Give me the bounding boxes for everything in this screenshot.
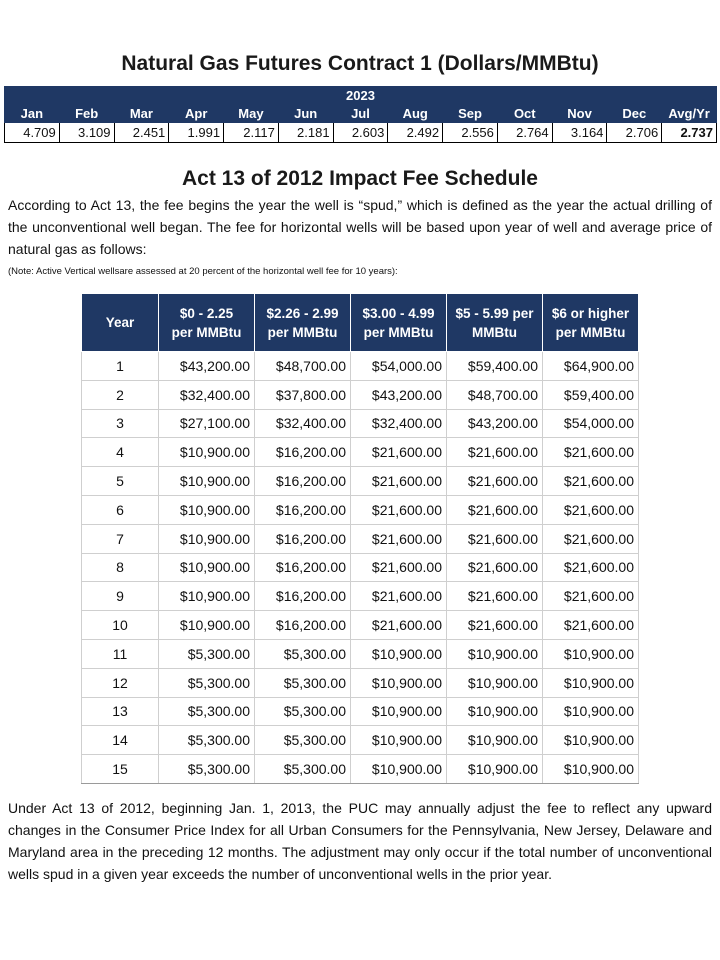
table-row xyxy=(82,668,639,697)
fee-cell: $10,900.00 xyxy=(447,755,543,784)
fee-cell: $16,200.00 xyxy=(255,524,351,553)
table-row xyxy=(82,524,639,553)
fee-cell: $59,400.00 xyxy=(543,380,639,409)
fee-cell: $21,600.00 xyxy=(447,524,543,553)
fee-cell: $43,200.00 xyxy=(159,352,255,381)
fee-cell: $16,200.00 xyxy=(255,495,351,524)
header-price-band: $0 - 2.25 per MMBtu xyxy=(159,294,255,352)
fee-cell: $10,900.00 xyxy=(159,582,255,611)
fee-cell: $5,300.00 xyxy=(159,726,255,755)
year-cell: 9 xyxy=(82,582,159,611)
fee-cell: $21,600.00 xyxy=(351,582,447,611)
fee-cell: $10,900.00 xyxy=(543,755,639,784)
fee-cell: $5,300.00 xyxy=(159,668,255,697)
fee-cell: $10,900.00 xyxy=(159,553,255,582)
year-cell: 14 xyxy=(82,726,159,755)
fee-cell: $64,900.00 xyxy=(543,352,639,381)
header-price-band: $3.00 - 4.99 per MMBtu xyxy=(351,294,447,352)
futures-month-row xyxy=(5,105,717,123)
price-cell: 2.117 xyxy=(224,123,279,143)
year-cell: 13 xyxy=(82,697,159,726)
year-cell: 11 xyxy=(82,639,159,668)
year-cell: 10 xyxy=(82,611,159,640)
fee-cell: $16,200.00 xyxy=(255,582,351,611)
price-cell: 2.181 xyxy=(278,123,333,143)
fee-cell: $5,300.00 xyxy=(255,726,351,755)
table-row xyxy=(82,582,639,611)
fee-cell: $16,200.00 xyxy=(255,467,351,496)
fee-cell: $5,300.00 xyxy=(255,639,351,668)
year-cell: 5 xyxy=(82,467,159,496)
fee-cell: $21,600.00 xyxy=(543,553,639,582)
table-row xyxy=(82,755,639,784)
fee-cell: $21,600.00 xyxy=(447,553,543,582)
fee-cell: $43,200.00 xyxy=(447,409,543,438)
year-cell: 2 xyxy=(82,380,159,409)
month-header: Oct xyxy=(497,105,552,123)
table-row xyxy=(82,467,639,496)
fee-cell: $5,300.00 xyxy=(255,668,351,697)
fee-cell: $21,600.00 xyxy=(543,495,639,524)
price-cell: 1.991 xyxy=(169,123,224,143)
fee-cell: $21,600.00 xyxy=(447,467,543,496)
price-cell: 2.764 xyxy=(497,123,552,143)
fee-cell: $54,000.00 xyxy=(351,352,447,381)
month-header: Apr xyxy=(169,105,224,123)
fee-cell: $32,400.00 xyxy=(255,409,351,438)
fee-cell: $59,400.00 xyxy=(447,352,543,381)
year-cell: 3 xyxy=(82,409,159,438)
fee-cell: $10,900.00 xyxy=(351,755,447,784)
fee-cell: $43,200.00 xyxy=(351,380,447,409)
fee-cell: $5,300.00 xyxy=(159,697,255,726)
fee-cell: $37,800.00 xyxy=(255,380,351,409)
month-header: Jun xyxy=(278,105,333,123)
price-cell: 2.451 xyxy=(114,123,169,143)
month-header: Dec xyxy=(607,105,662,123)
fee-cell: $10,900.00 xyxy=(351,639,447,668)
year-cell: 15 xyxy=(82,755,159,784)
price-cell: 4.709 xyxy=(5,123,60,143)
price-cell: 2.603 xyxy=(333,123,388,143)
fee-cell: $21,600.00 xyxy=(543,582,639,611)
fee-cell: $10,900.00 xyxy=(447,726,543,755)
price-cell: 2.492 xyxy=(388,123,443,143)
fee-cell: $21,600.00 xyxy=(543,467,639,496)
fee-cell: $16,200.00 xyxy=(255,553,351,582)
fee-header-row xyxy=(82,294,639,352)
fee-cell: $48,700.00 xyxy=(255,352,351,381)
fee-table xyxy=(81,293,639,784)
price-cell: 3.164 xyxy=(552,123,607,143)
month-header: Feb xyxy=(59,105,114,123)
fee-cell: $21,600.00 xyxy=(351,524,447,553)
table-row xyxy=(82,639,639,668)
fee-cell: $10,900.00 xyxy=(159,611,255,640)
month-header: Aug xyxy=(388,105,443,123)
header-year: Year xyxy=(82,294,159,352)
fee-cell: $5,300.00 xyxy=(159,639,255,668)
fee-cell: $10,900.00 xyxy=(159,438,255,467)
fee-cell: $10,900.00 xyxy=(543,668,639,697)
avg-header: Avg/Yr xyxy=(662,105,717,123)
month-header: Jan xyxy=(5,105,60,123)
fee-cell: $21,600.00 xyxy=(351,495,447,524)
fee-cell: $21,600.00 xyxy=(351,553,447,582)
year-cell: 1 xyxy=(82,352,159,381)
fee-cell: $10,900.00 xyxy=(351,726,447,755)
table-row xyxy=(82,611,639,640)
fee-cell: $10,900.00 xyxy=(159,524,255,553)
table-row xyxy=(82,352,639,381)
fee-cell: $21,600.00 xyxy=(351,611,447,640)
fee-cell: $10,900.00 xyxy=(447,668,543,697)
fee-cell: $10,900.00 xyxy=(543,639,639,668)
fee-cell: $54,000.00 xyxy=(543,409,639,438)
fee-cell: $10,900.00 xyxy=(543,697,639,726)
price-cell: 3.109 xyxy=(59,123,114,143)
fee-cell: $32,400.00 xyxy=(159,380,255,409)
fee-cell: $10,900.00 xyxy=(351,697,447,726)
futures-title: Natural Gas Futures Contract 1 (Dollars/MMBtu) xyxy=(121,52,599,75)
fee-cell: $5,300.00 xyxy=(159,755,255,784)
table-row xyxy=(82,726,639,755)
futures-value-row xyxy=(5,123,717,143)
fee-cell: $10,900.00 xyxy=(447,697,543,726)
table-row xyxy=(82,409,639,438)
year-cell: 8 xyxy=(82,553,159,582)
month-header: Nov xyxy=(552,105,607,123)
fee-cell: $21,600.00 xyxy=(543,611,639,640)
fee-cell: $16,200.00 xyxy=(255,438,351,467)
fee-cell: $21,600.00 xyxy=(447,611,543,640)
fee-cell: $16,200.00 xyxy=(255,611,351,640)
month-header: Mar xyxy=(114,105,169,123)
price-cell: 2.706 xyxy=(607,123,662,143)
header-price-band: $6 or higher per MMBtu xyxy=(543,294,639,352)
fee-cell: $21,600.00 xyxy=(351,438,447,467)
futures-year: 2023 xyxy=(5,87,717,105)
year-cell: 4 xyxy=(82,438,159,467)
fee-cell: $32,400.00 xyxy=(351,409,447,438)
month-header: Sep xyxy=(443,105,498,123)
vertical-wells-note: (Note: Active Vertical wellsare assessed at 20 percent of the horizontal well fee for 10 years): xyxy=(8,266,398,277)
fee-cell: $21,600.00 xyxy=(447,438,543,467)
fee-schedule-title: Act 13 of 2012 Impact Fee Schedule xyxy=(182,167,538,190)
table-row xyxy=(82,438,639,467)
header-price-band: $2.26 - 2.99 per MMBtu xyxy=(255,294,351,352)
fee-cell: $21,600.00 xyxy=(447,495,543,524)
fee-cell: $21,600.00 xyxy=(447,582,543,611)
header-price-band: $5 - 5.99 per MMBtu xyxy=(447,294,543,352)
avg-price-cell: 2.737 xyxy=(662,123,717,143)
fee-cell: $10,900.00 xyxy=(543,726,639,755)
fee-cell: $21,600.00 xyxy=(543,524,639,553)
month-header: May xyxy=(224,105,279,123)
fee-cell: $10,900.00 xyxy=(447,639,543,668)
fee-cell: $21,600.00 xyxy=(351,467,447,496)
fee-cell: $48,700.00 xyxy=(447,380,543,409)
futures-year-row xyxy=(5,87,717,105)
price-cell: 2.556 xyxy=(443,123,498,143)
year-cell: 7 xyxy=(82,524,159,553)
month-header: Jul xyxy=(333,105,388,123)
fee-cell: $21,600.00 xyxy=(543,438,639,467)
year-cell: 6 xyxy=(82,495,159,524)
fee-cell: $5,300.00 xyxy=(255,697,351,726)
fee-cell: $5,300.00 xyxy=(255,755,351,784)
year-cell: 12 xyxy=(82,668,159,697)
intro-paragraph: According to Act 13, the fee begins the year the well is “spud,” which is defined as the year the actual drilling of the unconventional well began. The fee for horizontal wells will be based upon year of well and average price of natural gas as follows: xyxy=(8,197,712,257)
fee-cell: $10,900.00 xyxy=(159,495,255,524)
table-row xyxy=(82,380,639,409)
fee-cell: $10,900.00 xyxy=(351,668,447,697)
table-row xyxy=(82,553,639,582)
closing-paragraph: Under Act 13 of 2012, beginning Jan. 1, 2013, the PUC may annually adjust the fee to reflect any upward changes in the Consumer Price Index for all Urban Consumers for the Pennsylvania, New Jersey, Delaware and Maryland area in the preceding 12 months. The adjustment may only occur if the total number of unconventional wells spud in a given year exceeds the number of unconventional wells in the prior year. xyxy=(8,800,712,882)
table-row xyxy=(82,495,639,524)
fee-cell: $10,900.00 xyxy=(159,467,255,496)
table-row xyxy=(82,697,639,726)
futures-table xyxy=(4,86,717,143)
fee-cell: $27,100.00 xyxy=(159,409,255,438)
